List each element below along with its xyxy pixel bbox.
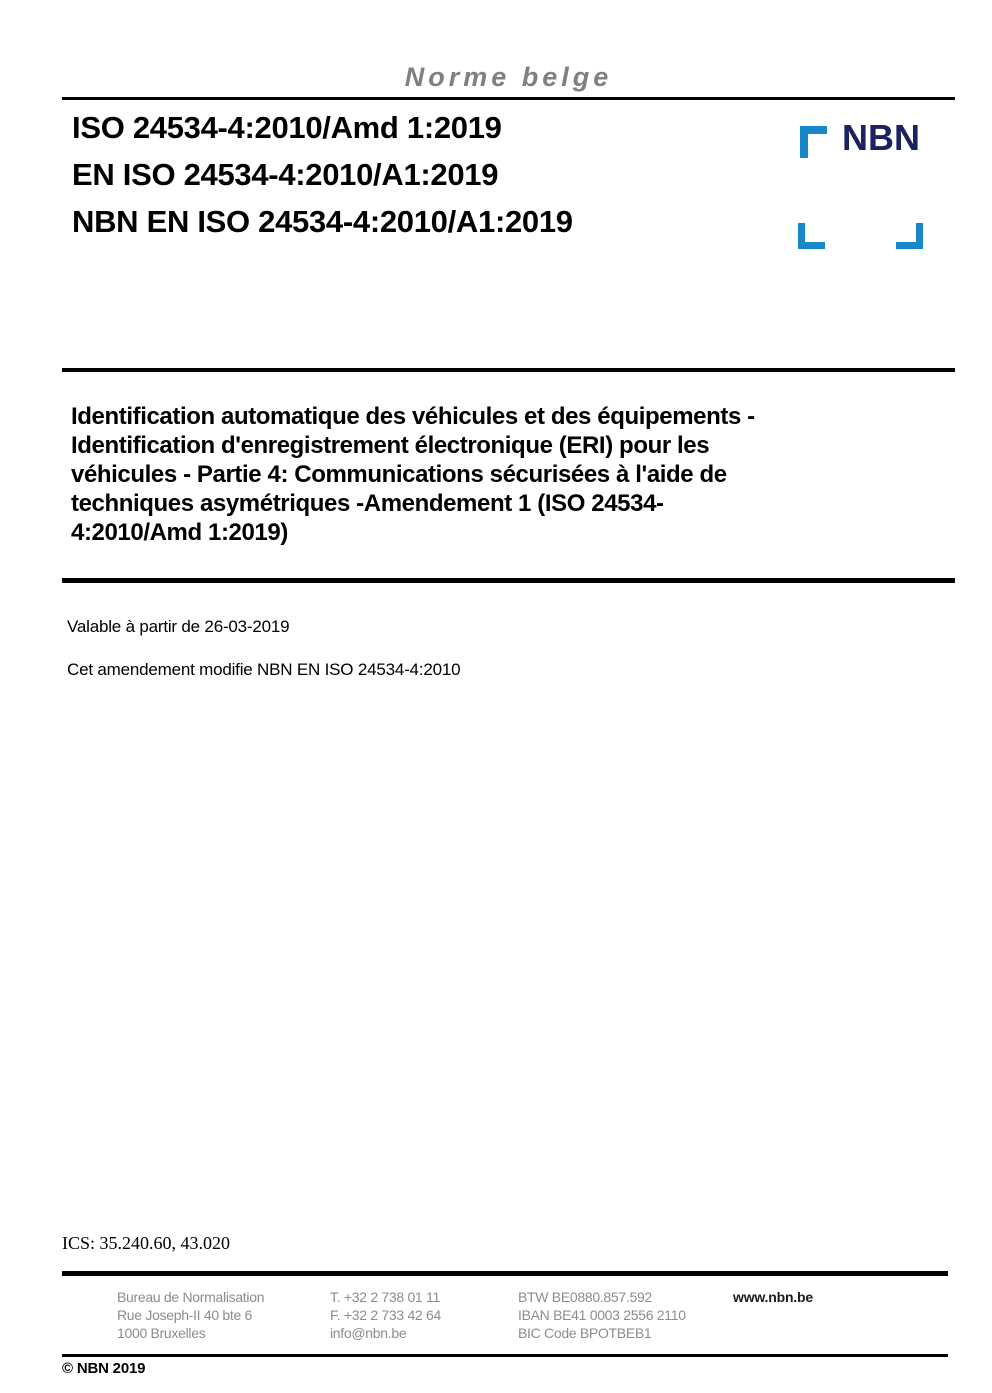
document-title-line: techniques asymétriques -Amendement 1 (ISO 24534- <box>71 490 664 517</box>
document-title-line: Identification automatique des véhicules et des équipements - <box>71 403 755 430</box>
footer-email: info@nbn.be <box>330 1325 407 1341</box>
footer-rule-bottom <box>62 1354 948 1357</box>
footer-address-line: 1000 Bruxelles <box>117 1325 206 1341</box>
footer-iban: IBAN BE41 0003 2556 2110 <box>518 1307 686 1323</box>
standard-ref-iso: ISO 24534-4:2010/Amd 1:2019 <box>72 110 502 145</box>
standard-references <box>72 104 573 245</box>
footer-bic: BIC Code BPOTBEB1 <box>518 1325 652 1341</box>
nbn-logo-corner-bottom-right-icon <box>896 223 923 249</box>
footer-address-line: Rue Joseph-II 40 bte 6 <box>117 1307 253 1323</box>
standard-ref-en: EN ISO 24534-4:2010/A1:2019 <box>72 157 499 192</box>
footer-registration <box>518 1288 686 1342</box>
ics-codes: ICS: 35.240.60, 43.020 <box>62 1233 231 1253</box>
validity-date: Valable à partir de 26-03-2019 <box>67 617 290 636</box>
header-rule <box>62 97 955 100</box>
footer-website-link: www.nbn.be <box>733 1289 813 1305</box>
amendment-note: Cet amendement modifie NBN EN ISO 24534-4:2010 <box>67 660 461 679</box>
footer-btw: BTW BE0880.857.592 <box>518 1289 652 1305</box>
document-type-heading: Norme belge <box>404 62 613 92</box>
document-title-line: Identification d'enregistrement électronique (ERI) pour les <box>71 432 710 459</box>
footer-address <box>117 1288 264 1342</box>
footer-address-line: Bureau de Normalisation <box>117 1289 265 1305</box>
title-rule-top <box>62 368 955 372</box>
document-title-line: véhicules - Partie 4: Communications sécurisées à l'aide de <box>71 461 727 488</box>
standard-ref-nbn: NBN EN ISO 24534-4:2010/A1:2019 <box>72 204 573 239</box>
footer-phone: T. +32 2 738 01 11 <box>330 1289 440 1305</box>
footer-fax: F. +32 2 733 42 64 <box>330 1307 441 1323</box>
footer-contact <box>330 1288 441 1342</box>
document-title-line: 4:2010/Amd 1:2019) <box>71 519 288 546</box>
nbn-logo <box>798 117 926 249</box>
copyright-notice: © NBN 2019 <box>62 1360 146 1377</box>
nbn-logo-corner-top-left-icon <box>800 126 827 158</box>
nbn-logo-corner-bottom-left-icon <box>798 223 825 249</box>
title-rule-bottom <box>62 578 955 583</box>
nbn-logo-text: NBN <box>842 117 920 158</box>
document-title <box>71 402 755 547</box>
footer-rule-top <box>62 1271 948 1276</box>
